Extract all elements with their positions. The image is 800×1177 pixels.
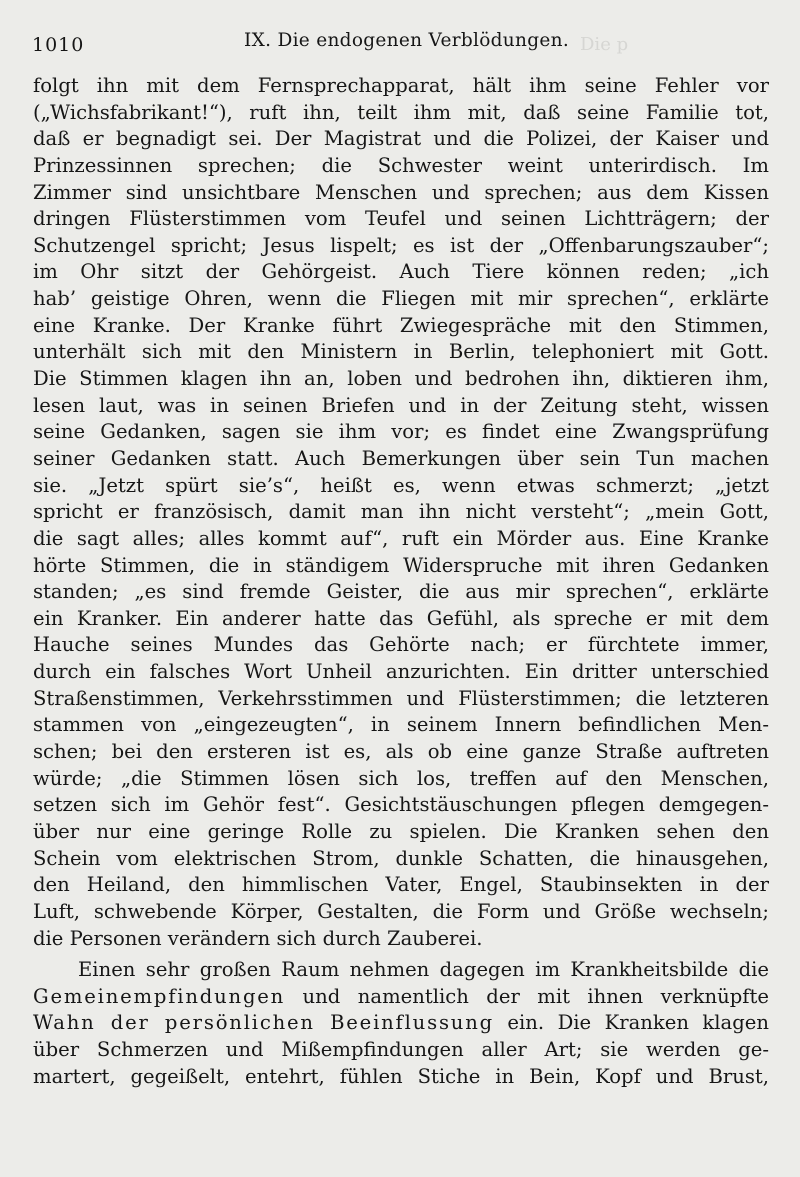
- text-line: Luft, schwebende Körper, Gestalten, die Form und Größe wechseln;: [33, 899, 769, 923]
- body-text: [33, 73, 769, 1090]
- text-line: Schein vom elektrischen Strom, dunkle Schatten, die hinausgehen,: [33, 846, 769, 870]
- text-line: seiner Gedanken statt. Auch Bemerkungen über sein Tun machen: [33, 446, 769, 470]
- text-line: („Wichsfabrikant!“), ruft ihn, teilt ihm mit, daß seine Familie tot,: [33, 100, 769, 124]
- spaced-emphasis: Gemeinempfindungen: [33, 984, 286, 1008]
- text-line: eine Kranke. Der Kranke führt Zwiegespräche mit den Stimmen,: [33, 313, 769, 337]
- text-line: unterhält sich mit den Ministern in Berlin, telephoniert mit Gott.: [33, 340, 769, 364]
- text-line: Einen sehr großen Raum nehmen dagegen im Krankheitsbilde die: [78, 958, 769, 982]
- spaced-emphasis: Wahn der persönlichen Beeinflussung: [33, 1011, 494, 1035]
- text-line: [33, 984, 769, 1011]
- paragraph-1: [33, 73, 769, 952]
- text-line: die sagt alles; alles kommt auf“, ruft ein Mörder aus. Eine Kranke: [33, 526, 769, 550]
- text-line: folgt ihn mit dem Fernsprechapparat, hält ihm seine Fehler vor: [33, 74, 769, 97]
- text-line: hörte Stimmen, die in ständigem Widerspruche mit ihren Gedanken: [33, 553, 769, 577]
- text-line: hab’ geistige Ohren, wenn die Fliegen mit mir sprechen“, erklärte: [33, 287, 769, 311]
- text-line: schen; bei den ersteren ist es, als ob eine ganze Straße auftreten: [33, 740, 769, 764]
- text-line: den Heiland, den himmlischen Vater, Engel, Staubinsekten in der: [33, 873, 769, 897]
- text-line: im Ohr sitzt der Gehörgeist. Auch Tiere können reden; „ich: [33, 260, 769, 284]
- text-line: über nur eine geringe Rolle zu spielen. Die Kranken sehen den: [33, 819, 769, 843]
- text-line: daß er begnadigt sei. Der Magistrat und die Polizei, der Kaiser und: [33, 127, 769, 151]
- text-line: lesen laut, was in seinen Briefen und in der Zeitung steht, wissen: [33, 393, 769, 417]
- text-line: Prinzessinnen sprechen; die Schwester weint unterirdisch. Im: [33, 153, 769, 177]
- text-line: setzen sich im Gehör fest“. Gesichtstäuschungen pflegen demgegen-: [33, 793, 769, 817]
- bleed-through-text: Die p: [580, 34, 629, 55]
- page-number: 1010: [32, 34, 85, 56]
- paragraph-2: [33, 957, 769, 1090]
- text-line: Die Stimmen klagen ihn an, loben und bedrohen ihn, diktieren ihm,: [33, 367, 769, 391]
- text-run: ein. Die Kranken klagen: [494, 1011, 769, 1035]
- text-line: würde; „die Stimmen lösen sich los, treffen auf den Menschen,: [33, 766, 769, 790]
- text-line: martert, gegeißelt, entehrt, fühlen Stiche in Bein, Kopf und Brust,: [33, 1064, 769, 1088]
- text-line: Hauche seines Mundes das Gehörte nach; er fürchtete immer,: [33, 633, 769, 657]
- text-line: über Schmerzen und Mißempfindungen aller Art; sie werden ge-: [33, 1038, 769, 1062]
- text-line: dringen Flüsterstimmen vom Teufel und seinen Lichtträgern; der: [33, 207, 769, 231]
- text-line: sie. „Jetzt spürt sie’s“, heißt es, wenn etwas schmerzt; „jetzt: [33, 473, 769, 497]
- chapter-title: IX. Die endogenen Verblödungen.: [244, 30, 570, 51]
- text-line: Schutzengel spricht; Jesus lispelt; es ist der „Offenbarungszauber“;: [33, 233, 769, 257]
- text-line: Straßenstimmen, Verkehrsstimmen und Flüsterstimmen; die letzteren: [33, 686, 769, 710]
- text-line: [33, 1010, 769, 1037]
- text-line: seine Gedanken, sagen sie ihm vor; es findet eine Zwangsprüfung: [33, 420, 769, 444]
- text-run: und namentlich der mit ihnen verknüpfte: [285, 984, 769, 1008]
- text-line: stammen von „eingezeugten“, in seinem Innern befindlichen Men-: [33, 713, 769, 737]
- text-line: die Personen verändern sich durch Zauberei.: [33, 926, 483, 950]
- text-line: durch ein falsches Wort Unheil anzurichten. Ein dritter unterschied: [33, 660, 769, 684]
- text-line: spricht er französisch, damit man ihn nicht versteht“; „mein Gott,: [33, 500, 769, 524]
- text-line: Zimmer sind unsichtbare Menschen und sprechen; aus dem Kissen: [33, 180, 769, 204]
- running-head: [0, 26, 800, 56]
- text-line: standen; „es sind fremde Geister, die aus mir sprechen“, erklärte: [33, 580, 769, 604]
- text-line: ein Kranker. Ein anderer hatte das Gefühl, als spreche er mit dem: [33, 606, 769, 630]
